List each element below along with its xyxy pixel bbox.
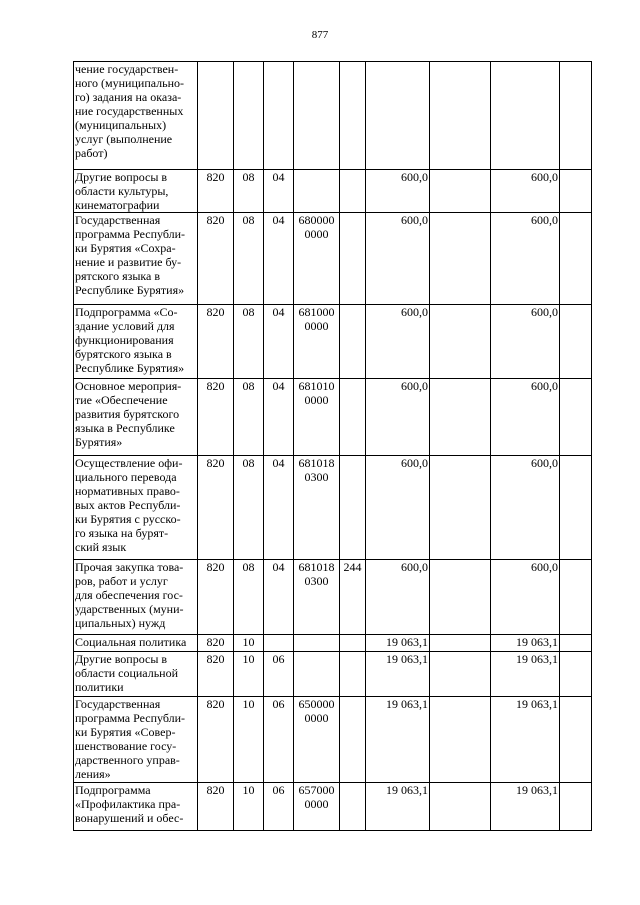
subsection-code-cell	[264, 635, 294, 652]
ministry-code-cell: 820	[198, 379, 234, 456]
extra-cell	[560, 379, 592, 456]
extra-cell	[560, 697, 592, 783]
amount-cell: 600,0	[491, 560, 560, 635]
subsection-code-cell: 04	[264, 213, 294, 305]
amount-cell: 600,0	[491, 379, 560, 456]
expense-type-cell	[340, 305, 366, 379]
amount-cell: 600,0	[491, 305, 560, 379]
subsection-code-cell: 06	[264, 697, 294, 783]
name-cell: Другие вопросы в области социальной политики	[74, 652, 198, 697]
amount-cell	[430, 456, 491, 560]
section-code-cell: 10	[234, 697, 264, 783]
section-code-cell: 08	[234, 305, 264, 379]
expense-type-cell	[340, 170, 366, 213]
target-article-cell	[294, 62, 340, 170]
expense-type-cell	[340, 652, 366, 697]
amount-cell	[430, 697, 491, 783]
page-number: 877	[311, 29, 329, 41]
extra-cell	[560, 652, 592, 697]
amount-cell: 19 063,1	[491, 783, 560, 831]
ministry-code-cell: 820	[198, 783, 234, 831]
target-article-cell: 681018 0300	[294, 456, 340, 560]
amount-cell: 600,0	[491, 213, 560, 305]
ministry-code-cell: 820	[198, 652, 234, 697]
extra-cell	[560, 635, 592, 652]
ministry-code-cell: 820	[198, 697, 234, 783]
name-cell: Осуществление офи- циального перевода нормативных право- вых актов Республи- ки Бурятия с русско- го языка на бурят- ский язык	[74, 456, 198, 560]
subsection-code-cell: 06	[264, 783, 294, 831]
amount-cell: 19 063,1	[366, 697, 430, 783]
section-code-cell: 10	[234, 635, 264, 652]
amount-cell	[430, 305, 491, 379]
amount-cell: 19 063,1	[366, 635, 430, 652]
table-row	[74, 652, 592, 697]
expense-type-cell	[340, 62, 366, 170]
amount-cell	[430, 62, 491, 170]
name-cell: Другие вопросы в области культуры, кинематографии	[74, 170, 198, 213]
target-article-cell	[294, 652, 340, 697]
table-row	[74, 560, 592, 635]
name-cell: Государственная программа Республи- ки Бурятия «Сохра- нение и развитие бу- рятского языка в Республике Бурятия»	[74, 213, 198, 305]
extra-cell	[560, 62, 592, 170]
amount-cell: 600,0	[366, 305, 430, 379]
amount-cell	[430, 783, 491, 831]
name-cell: Основное мероприя- тие «Обеспечение развития бурятского языка в Республике Бурятия»	[74, 379, 198, 456]
amount-cell: 600,0	[366, 170, 430, 213]
amount-cell	[430, 170, 491, 213]
target-article-cell	[294, 635, 340, 652]
table-row	[74, 635, 592, 652]
amount-cell: 19 063,1	[366, 783, 430, 831]
subsection-code-cell: 06	[264, 652, 294, 697]
ministry-code-cell: 820	[198, 456, 234, 560]
amount-cell: 600,0	[366, 379, 430, 456]
expense-type-cell: 244	[340, 560, 366, 635]
name-cell: чение государствен- ного (муниципально- го) задания на оказа- ние государственных (муниципальных) услуг (выполнение работ)	[74, 62, 198, 170]
amount-cell	[430, 213, 491, 305]
target-article-cell: 681018 0300	[294, 560, 340, 635]
subsection-code-cell: 04	[264, 456, 294, 560]
subsection-code-cell: 04	[264, 379, 294, 456]
amount-cell	[366, 62, 430, 170]
amount-cell	[430, 560, 491, 635]
table-row	[74, 456, 592, 560]
section-code-cell: 10	[234, 783, 264, 831]
ministry-code-cell: 820	[198, 305, 234, 379]
target-article-cell: 650000 0000	[294, 697, 340, 783]
amount-cell: 19 063,1	[491, 652, 560, 697]
table-row	[74, 379, 592, 456]
subsection-code-cell: 04	[264, 560, 294, 635]
amount-cell	[491, 62, 560, 170]
subsection-code-cell: 04	[264, 170, 294, 213]
extra-cell	[560, 783, 592, 831]
amount-cell: 600,0	[366, 560, 430, 635]
expense-type-cell	[340, 456, 366, 560]
expense-type-cell	[340, 635, 366, 652]
section-code-cell: 08	[234, 456, 264, 560]
section-code-cell	[234, 62, 264, 170]
table-row	[74, 170, 592, 213]
ministry-code-cell: 820	[198, 560, 234, 635]
name-cell: Государственная программа Республи- ки Бурятия «Совер- шенствование госу- дарственного управ- ления»	[74, 697, 198, 783]
ministry-code-cell	[198, 62, 234, 170]
name-cell: Подпрограмма «Профилактика пра- вонарушений и обес-	[74, 783, 198, 831]
amount-cell	[430, 652, 491, 697]
target-article-cell	[294, 170, 340, 213]
expense-type-cell	[340, 697, 366, 783]
extra-cell	[560, 213, 592, 305]
subsection-code-cell: 04	[264, 305, 294, 379]
section-code-cell: 08	[234, 170, 264, 213]
target-article-cell: 657000 0000	[294, 783, 340, 831]
extra-cell	[560, 305, 592, 379]
name-cell: Подпрограмма «Со- здание условий для функционирования бурятского языка в Республике Бурятия»	[74, 305, 198, 379]
ministry-code-cell: 820	[198, 635, 234, 652]
section-code-cell: 10	[234, 652, 264, 697]
table-row	[74, 697, 592, 783]
amount-cell: 600,0	[491, 170, 560, 213]
target-article-cell: 680000 0000	[294, 213, 340, 305]
table-row	[74, 213, 592, 305]
amount-cell: 600,0	[366, 213, 430, 305]
amount-cell: 600,0	[366, 456, 430, 560]
name-cell: Социальная политика	[74, 635, 198, 652]
section-code-cell: 08	[234, 560, 264, 635]
extra-cell	[560, 560, 592, 635]
table-row	[74, 62, 592, 170]
expense-type-cell	[340, 379, 366, 456]
amount-cell: 19 063,1	[491, 635, 560, 652]
name-cell: Прочая закупка това- ров, работ и услуг для обеспечения гос- ударственных (муни- ципальных) нужд	[74, 560, 198, 635]
amount-cell: 19 063,1	[366, 652, 430, 697]
table-row	[74, 783, 592, 831]
amount-cell	[430, 635, 491, 652]
table-row	[74, 305, 592, 379]
target-article-cell: 681000 0000	[294, 305, 340, 379]
expense-type-cell	[340, 213, 366, 305]
section-code-cell: 08	[234, 213, 264, 305]
extra-cell	[560, 170, 592, 213]
expense-type-cell	[340, 783, 366, 831]
extra-cell	[560, 456, 592, 560]
ministry-code-cell: 820	[198, 170, 234, 213]
amount-cell	[430, 379, 491, 456]
subsection-code-cell	[264, 62, 294, 170]
section-code-cell: 08	[234, 379, 264, 456]
amount-cell: 19 063,1	[491, 697, 560, 783]
budget-table	[73, 61, 592, 831]
ministry-code-cell: 820	[198, 213, 234, 305]
amount-cell: 600,0	[491, 456, 560, 560]
target-article-cell: 681010 0000	[294, 379, 340, 456]
